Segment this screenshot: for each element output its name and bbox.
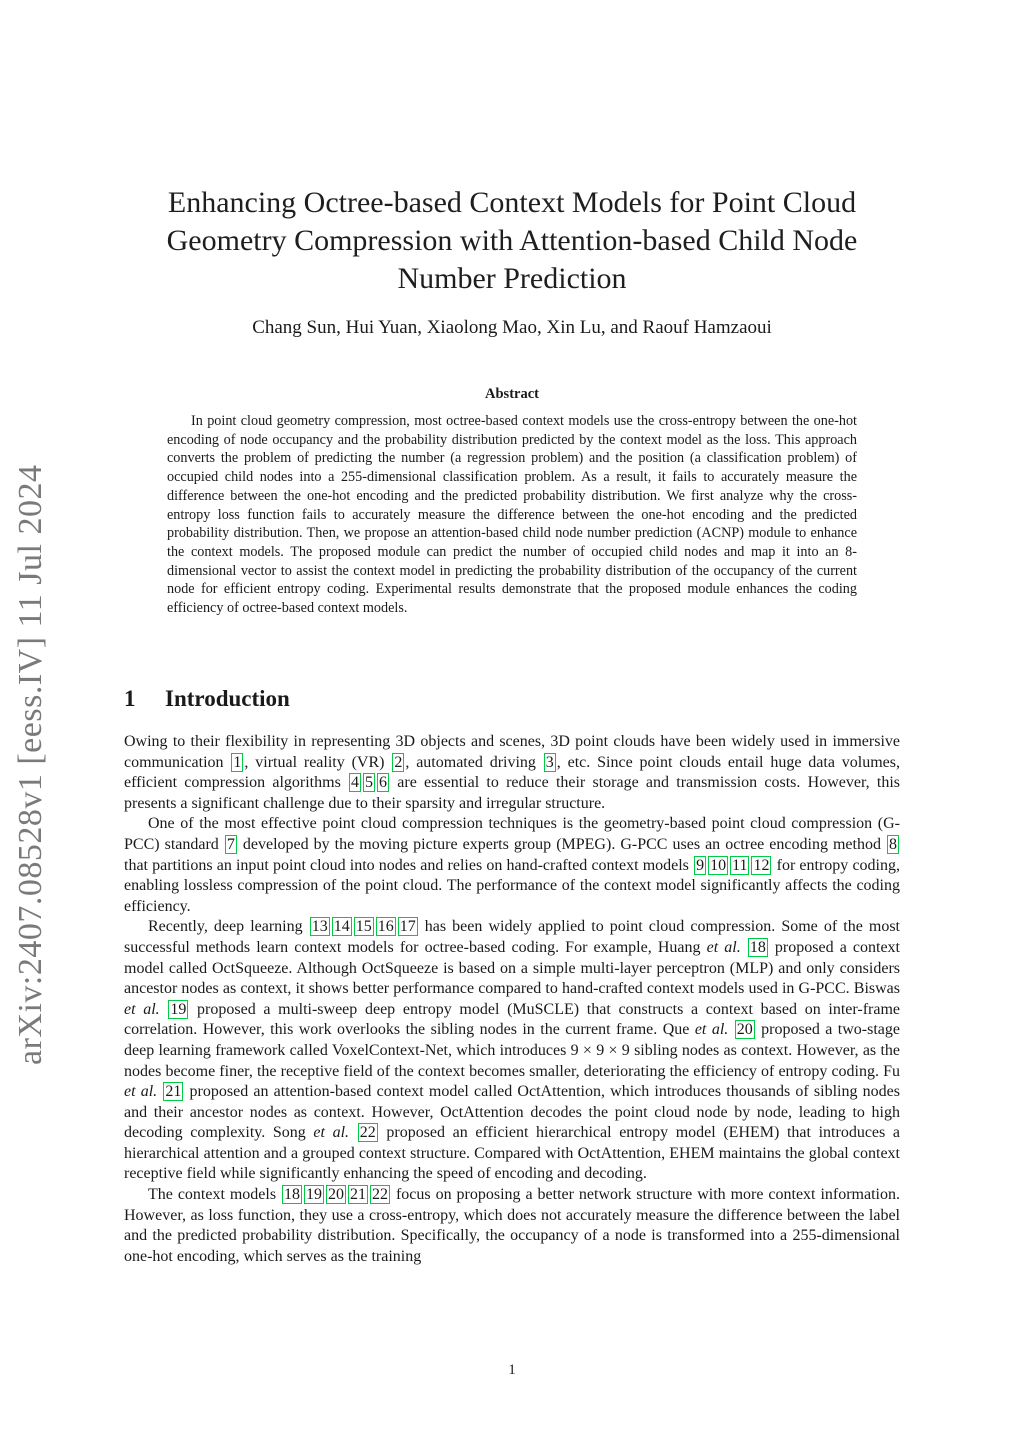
citation-link[interactable]: 13 — [311, 918, 328, 936]
citation-link[interactable]: 1 — [233, 753, 242, 771]
citation-link[interactable]: 17 — [399, 918, 416, 936]
citation-link[interactable]: 10 — [710, 856, 727, 874]
text-run: Recently, deep learning — [148, 918, 309, 936]
text-run: , virtual reality (VR) — [244, 753, 392, 771]
body-paragraph — [124, 814, 900, 917]
text-run — [160, 1001, 168, 1018]
citation-link[interactable]: 4 — [351, 774, 360, 792]
section-title: Introduction — [165, 686, 290, 711]
text-run — [741, 939, 747, 956]
text-run: has been widely applied to point cloud compression. Some of the most successful methods learn context models for octree-based coding. For example, Huang — [124, 918, 900, 956]
abstract-heading: Abstract — [485, 386, 539, 402]
citation-link[interactable]: 7 — [226, 835, 235, 853]
paper-title: Enhancing Octree-based Context Models for Point Cloud Geometry Compression with Attention-based Child Node Number Prediction — [166, 186, 858, 295]
text-run: proposed an efficient hierarchical entropy model (EHEM) that introduces a hierarchical attention and a grouped context structure. Compared with OctAttention, EHEM maintains the global context receptive field while significantly enhancing the speed of encoding and decoding. — [124, 1124, 901, 1183]
citation-link[interactable]: 21 — [165, 1083, 182, 1101]
text-run — [728, 1021, 733, 1038]
section-heading — [124, 686, 290, 712]
text-run — [349, 1124, 357, 1141]
citation-link[interactable]: 16 — [377, 918, 394, 936]
italic-text: et al. — [706, 938, 741, 956]
citation-link[interactable]: 2 — [394, 753, 403, 771]
italic-text: et al. — [313, 1124, 350, 1142]
text-run: proposed an attention-based context model called OctAttention, which introduces thousands of sibling nodes and their ancestor nodes as context. However, OctAttention decodes the point cloud node by node, leading to high decoding complexity. Song — [124, 1083, 901, 1142]
italic-text: et al. — [124, 1000, 160, 1018]
body-paragraph — [124, 1185, 900, 1267]
citation-link[interactable]: 18 — [284, 1186, 301, 1204]
citation-link[interactable]: 3 — [545, 753, 554, 771]
text-run: , etc. Since point clouds entail huge data volumes, efficient compression algorithms — [124, 753, 901, 792]
page-number: 1 — [508, 1362, 516, 1378]
citation-link[interactable]: 20 — [736, 1021, 753, 1039]
citation-link[interactable]: 18 — [749, 938, 766, 956]
citation-link[interactable]: 9 — [696, 856, 705, 874]
text-run: Owing to their flexibility in representing 3D objects and scenes, 3D point clouds have been widely used in immersive communication — [124, 733, 900, 771]
citation-link[interactable]: 12 — [753, 856, 770, 874]
citation-link[interactable]: 20 — [328, 1186, 345, 1204]
citation-link[interactable]: 8 — [889, 835, 898, 853]
text-run: proposed a multi-sweep deep entropy model (MuSCLE) that constructs a context based on inter-frame correlation. However, this work overlooks the sibling nodes in the current frame. Que — [124, 1000, 901, 1039]
citation-link[interactable]: 15 — [355, 918, 372, 936]
body-paragraph — [124, 917, 900, 1185]
citation-link[interactable]: 19 — [170, 1000, 187, 1018]
citation-link[interactable]: 21 — [350, 1186, 367, 1204]
italic-text: et al. — [124, 1083, 158, 1101]
text-run: The context models — [148, 1186, 282, 1204]
text-run: that partitions an input point cloud into nodes and relies on hand-crafted context models — [124, 856, 694, 874]
body-paragraph — [124, 732, 900, 814]
text-run: One of the most effective point cloud compression techniques is the geometry-based point cloud compression (G-PCC) standard — [124, 815, 900, 853]
section-number: 1 — [124, 686, 136, 711]
italic-text: et al. — [694, 1021, 729, 1039]
text-run: proposed a two-stage deep learning framework called VoxelContext-Net, which introduces 9 × 9 × 9 sibling nodes as context. However, as the nodes become finer, the receptive field of the context becomes smaller, deteriorating the efficiency of entropy coding. Fu — [124, 1021, 901, 1080]
citation-link[interactable]: 6 — [379, 774, 388, 792]
citation-link[interactable]: 19 — [306, 1186, 323, 1204]
text-run: are essential to reduce their storage and transmission costs. However, this presents a significant challenge due to their sparsity and irregular structure. — [124, 774, 900, 812]
introduction-body — [124, 732, 900, 1267]
abstract-text: In point cloud geometry compression, most octree-based context models use the cross-entropy between the one-hot encoding of node occupancy and the probability distribution predicted by the context model as the loss. This approach converts the problem of predicting the number (a regression problem) and the position (a classification problem) of occupied child nodes into a 255-dimensional classification problem. As a result, it fails to accurately measure the difference between the one-hot encoding and the predicted probability distribution. We first analyze why the cross-entropy loss function fails to accurately measure the difference between the one-hot encoding and the predicted probability distribution. Then, we propose an attention-based child node number prediction (ACNP) module to enhance the context models. The proposed module can predict the number of occupied child nodes and map it into an 8-dimensional vector to assist the context model in predicting the probability distribution of the occupancy of the current node for efficient entropy coding. Experimental results demonstrate that the proposed module enhances the coding efficiency of octree-based context models. — [167, 413, 857, 617]
citation-link[interactable]: 22 — [359, 1124, 376, 1142]
text-run: proposed a context model called OctSqueeze. Although OctSqueeze is based on a simple multi-layer perceptron (MLP) and only considers ancestor nodes as context, it shows better performance compared to hand-crafted context models used in G-PCC. Biswas — [124, 938, 900, 998]
citation-link[interactable]: 5 — [365, 774, 374, 792]
text-run: developed by the moving picture experts group (MPEG). G-PCC uses an octree encoding method — [237, 835, 887, 853]
citation-link[interactable]: 14 — [333, 918, 350, 936]
arxiv-identifier: arXiv:2407.08528v1 [eess.IV] 11 Jul 2024 — [12, 464, 49, 1065]
citation-link[interactable]: 22 — [372, 1186, 389, 1204]
text-run — [157, 1083, 162, 1100]
citation-link[interactable]: 11 — [732, 856, 748, 874]
text-run: focus on proposing a better network structure with more context information. However, as loss function, they use a cross-entropy, which does not accurately measure the difference between the label and the predicted probability distribution. Specifically, the occupancy of a node is transformed into a 255-dimensional one-hot encoding, which serves as the training — [124, 1186, 900, 1265]
text-run: , automated driving — [405, 753, 543, 771]
text-run: for entropy coding, enabling lossless compression of the point cloud. The performance of the context model significantly affects the coding efficiency. — [124, 856, 900, 915]
author-list: Chang Sun, Hui Yuan, Xiaolong Mao, Xin Lu, and Raouf Hamzaoui — [252, 317, 772, 338]
